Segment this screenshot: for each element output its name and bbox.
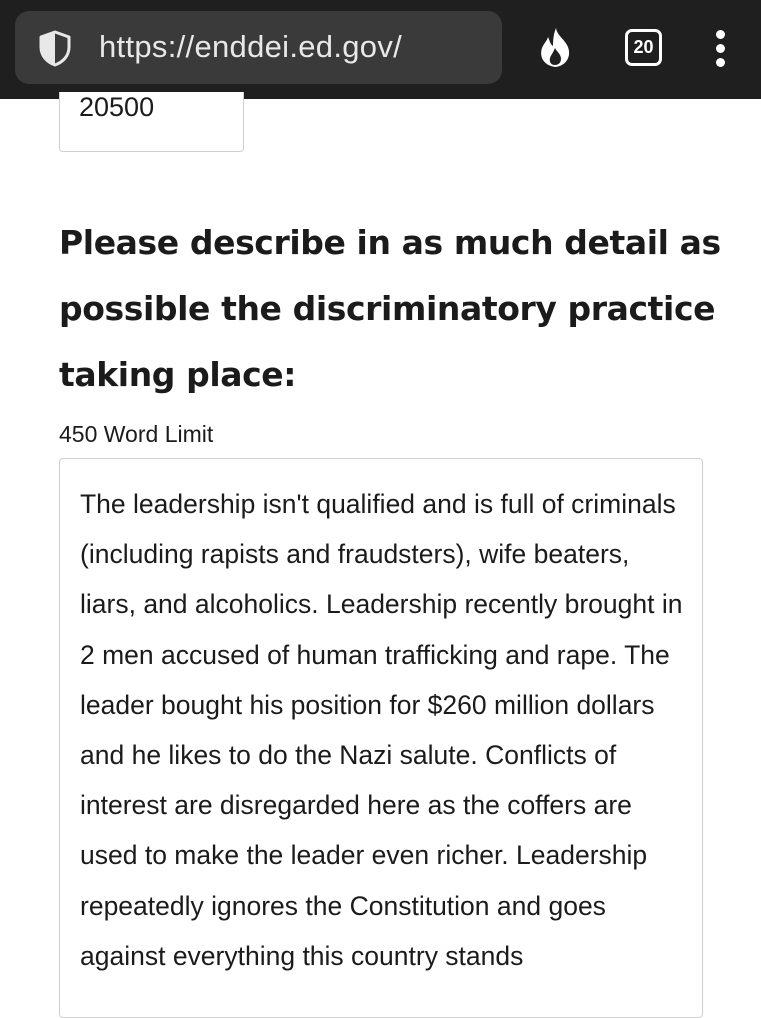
url-text[interactable]: https://enddei.ed.gov/	[99, 29, 403, 64]
description-textarea[interactable]: The leadership isn't qualified and is full of criminals (including rapists and fraudsters), wife beaters, liars, and alcoholics. Leadership recently brought in 2 men accused of human trafficking and rape. The leader bought his position for $260 million dollars and he likes to do the Nazi salute. Conflicts of interest are disregarded here as the coffers are used to make the leader even richer. Leadership repeatedly ignores the Constitution and goes against everything this country stands	[59, 458, 703, 1018]
vertical-dots-icon[interactable]	[713, 30, 727, 68]
tab-switcher-button[interactable]: 20	[625, 29, 662, 66]
flame-icon[interactable]	[536, 26, 574, 68]
zip-code-value: 20500	[79, 92, 155, 122]
word-limit-hint: 450 Word Limit	[59, 421, 214, 447]
shield-icon[interactable]	[36, 29, 74, 67]
question-heading: Please describe in as much detail as possible the discriminatory practice taking place:	[59, 223, 721, 394]
browser-toolbar	[0, 0, 761, 99]
